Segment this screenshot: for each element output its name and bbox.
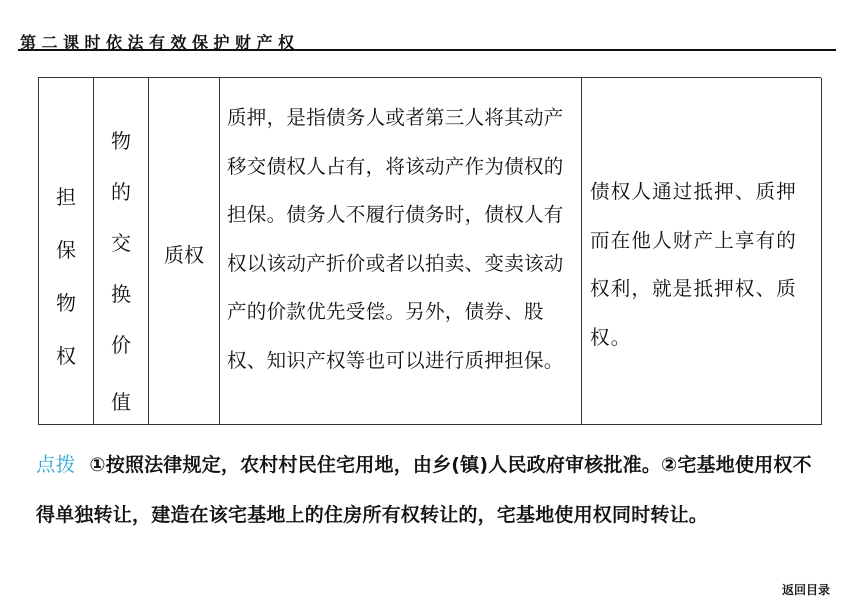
- back-to-contents-link[interactable]: 返回目录: [781, 583, 830, 597]
- table-cell-category: [39, 78, 94, 425]
- subcategory-char: 价: [111, 333, 131, 357]
- property-rights-table: [38, 77, 821, 425]
- header-divider: [18, 49, 836, 51]
- type-label: 质权: [164, 243, 204, 267]
- category-char: 保: [56, 238, 76, 262]
- category-char: 权: [56, 344, 76, 368]
- subcategory-char: 交: [111, 231, 131, 255]
- subcategory-char: 的: [111, 180, 131, 204]
- category-char: 担: [56, 185, 76, 209]
- subcategory-char: 值: [111, 390, 131, 414]
- category-vertical-text: [39, 171, 93, 383]
- page-header-title: 第二课时依法有效保护财产权: [20, 33, 300, 52]
- tip-paragraph: [36, 440, 826, 540]
- subcategory-vertical-text: [94, 116, 148, 428]
- summary-text: 债权人通过抵押、质押而在他人财产上享有的权利，就是抵押权、质权。: [590, 180, 798, 349]
- tip-text: ①按照法律规定，农村村民住宅用地，由乡(镇)人民政府审核批准。②宅基地使用权不得单独转让，建造在该宅基地上的住房所有权转让的，宅基地使用权同时转让。: [36, 454, 812, 526]
- table-cell-summary: [582, 78, 822, 425]
- tip-keyword: 点拨: [36, 453, 76, 476]
- table-cell-subcategory: [94, 78, 149, 425]
- category-char: 物: [56, 291, 76, 315]
- table-cell-type: [149, 78, 220, 425]
- subcategory-char: 物: [111, 129, 131, 153]
- table-cell-definition: [220, 78, 582, 425]
- definition-text: 质押，是指债务人或者第三人将其动产移交债权人占有，将该动产作为债权的担保。债务人不履行债务时，债权人有权以该动产折价或者以拍卖、变卖该动产的价款优先受偿。另外，债券、股权、知识产权等也可以进行质押担保。: [227, 106, 564, 372]
- subcategory-char: 换: [111, 282, 131, 306]
